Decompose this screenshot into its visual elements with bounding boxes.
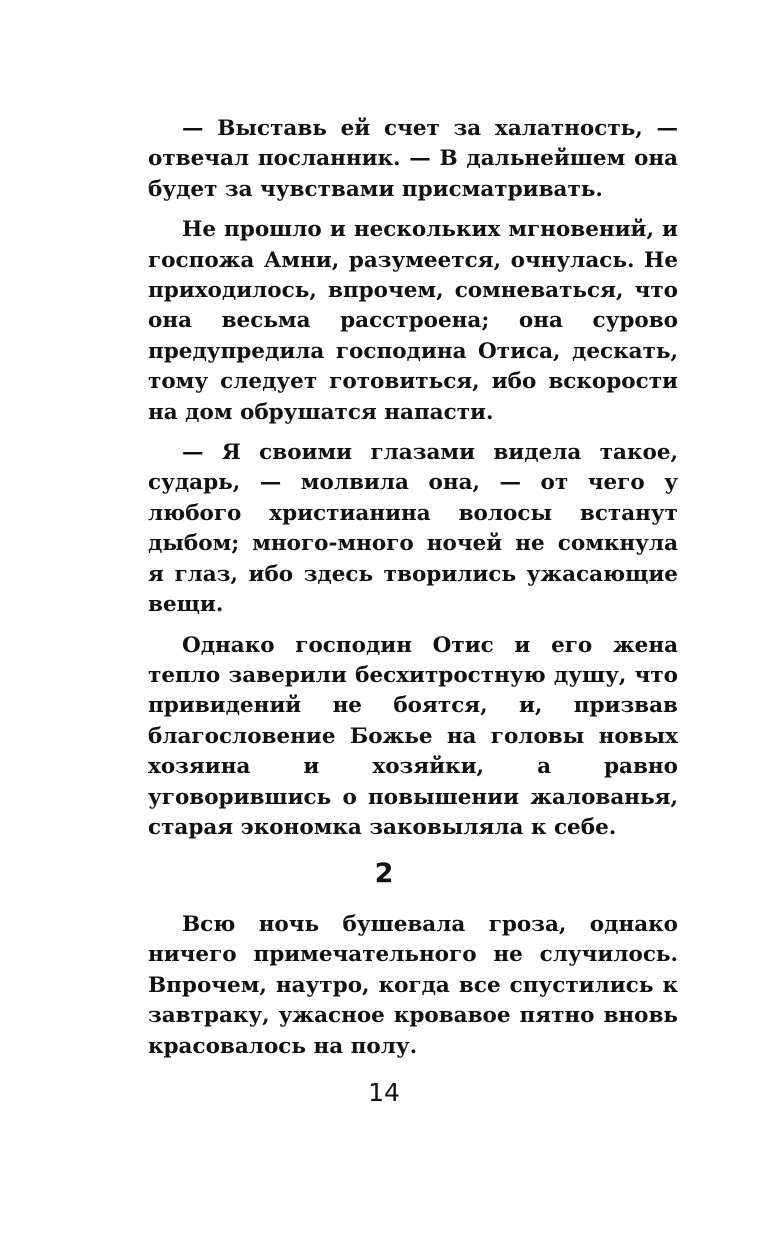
chapter-number: 2 [374, 858, 394, 889]
paragraph-5: Всю ночь бушевала гроза, однако ничего примечательного не случилось. Впрочем, наутро, когда все спустились к завтраку, ужасное кровавое пятно вновь красовалось на полу. [148, 912, 678, 1059]
text-block-bottom [148, 910, 678, 1072]
page-number: 14 [368, 1078, 400, 1107]
text-block-top [148, 114, 678, 853]
paragraph-1: — Выставь ей счет за халатность, — отвечал посланник. — В дальнейшем она будет за чувствами присматривать. [148, 116, 678, 202]
paragraph-3: — Я своими глазами видела такое, сударь, — молвила она, — от чего у любого христианина волосы встанут дыбом; много-много ночей не сомкнула я глаз, ибо здесь творились ужасающие вещи. [148, 440, 678, 618]
paragraph-2: Не прошло и нескольких мгновений, и госпожа Амни, разумеется, очнулась. Не приходилось, впрочем, сомневаться, что она весьма расстроена; она сурово предупредила господина Отиса, дескать, тому следует готовиться, ибо вскорости на дом обрушатся напасти. [148, 217, 678, 425]
paragraph-4: Однако господин Отис и его жена тепло заверили бесхитростную душу, что привидений не боятся, и, призвав благословение Божье на головы новых хозяина и хозяйки, а равно уговорившись о повышении жалованья, старая экономка заковыляла к себе. [148, 632, 678, 840]
